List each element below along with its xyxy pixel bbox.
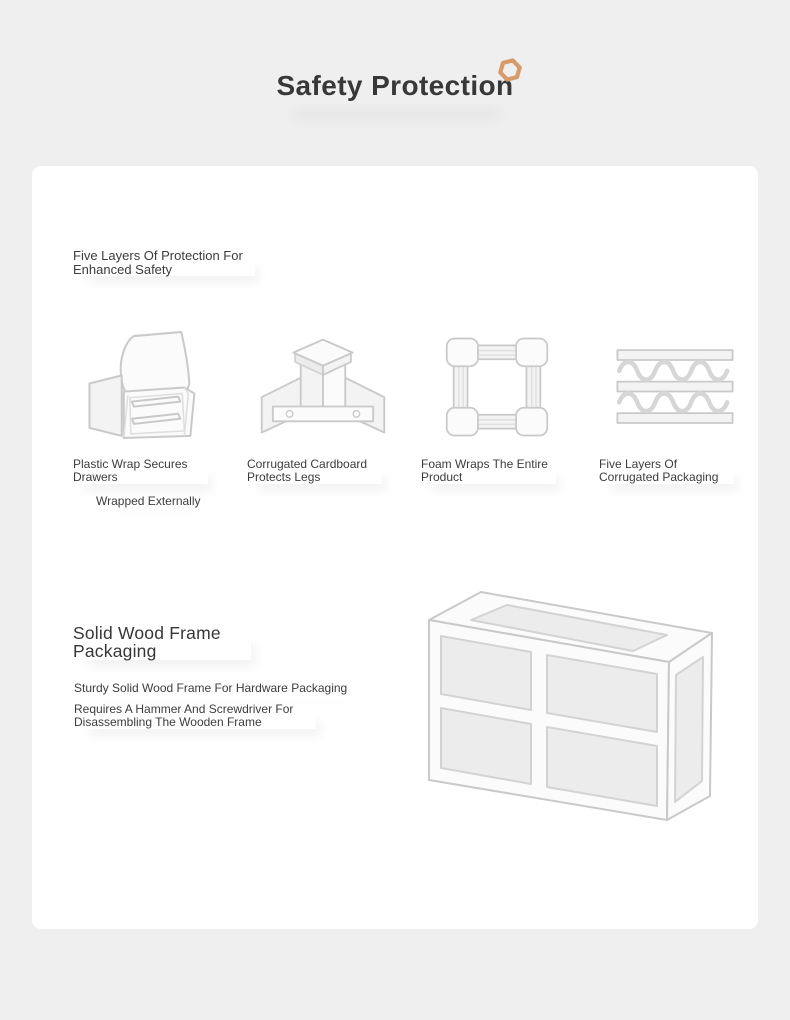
page-title: Safety Protection xyxy=(276,68,513,104)
wood-frame-heading: Solid Wood Frame Packaging xyxy=(73,624,251,660)
feature-item xyxy=(416,324,578,484)
feature-item xyxy=(68,324,230,510)
page-header xyxy=(0,68,790,104)
feature-label: Five Layers Of Corrugated Packaging xyxy=(594,458,734,484)
feature-label: Foam Wraps The Entire Product xyxy=(416,458,556,484)
corrugated-layers-illustration xyxy=(594,324,756,450)
feature-sublabel: Wrapped Externally xyxy=(91,495,201,508)
feature-item xyxy=(594,324,756,484)
wooden-crate-illustration xyxy=(418,578,720,843)
feature-label: Corrugated Cardboard Protects Legs xyxy=(242,458,382,484)
feature-item xyxy=(242,324,404,484)
feature-label: Plastic Wrap Secures Drawers xyxy=(68,458,208,484)
hexagon-icon xyxy=(496,56,524,84)
content-card xyxy=(32,166,758,929)
wood-frame-point-2: Requires A Hammer And Screwdriver For Disassembling The Wooden Frame xyxy=(74,703,316,729)
cardboard-corner-protector-illustration xyxy=(242,324,404,450)
foam-frame-illustration xyxy=(416,324,578,450)
wood-frame-point-1: Sturdy Solid Wood Frame For Hardware Packaging xyxy=(74,682,354,695)
intro-text: Five Layers Of Protection For Enhanced Safety xyxy=(73,249,255,276)
wrapped-cabinet-illustration xyxy=(68,324,230,450)
